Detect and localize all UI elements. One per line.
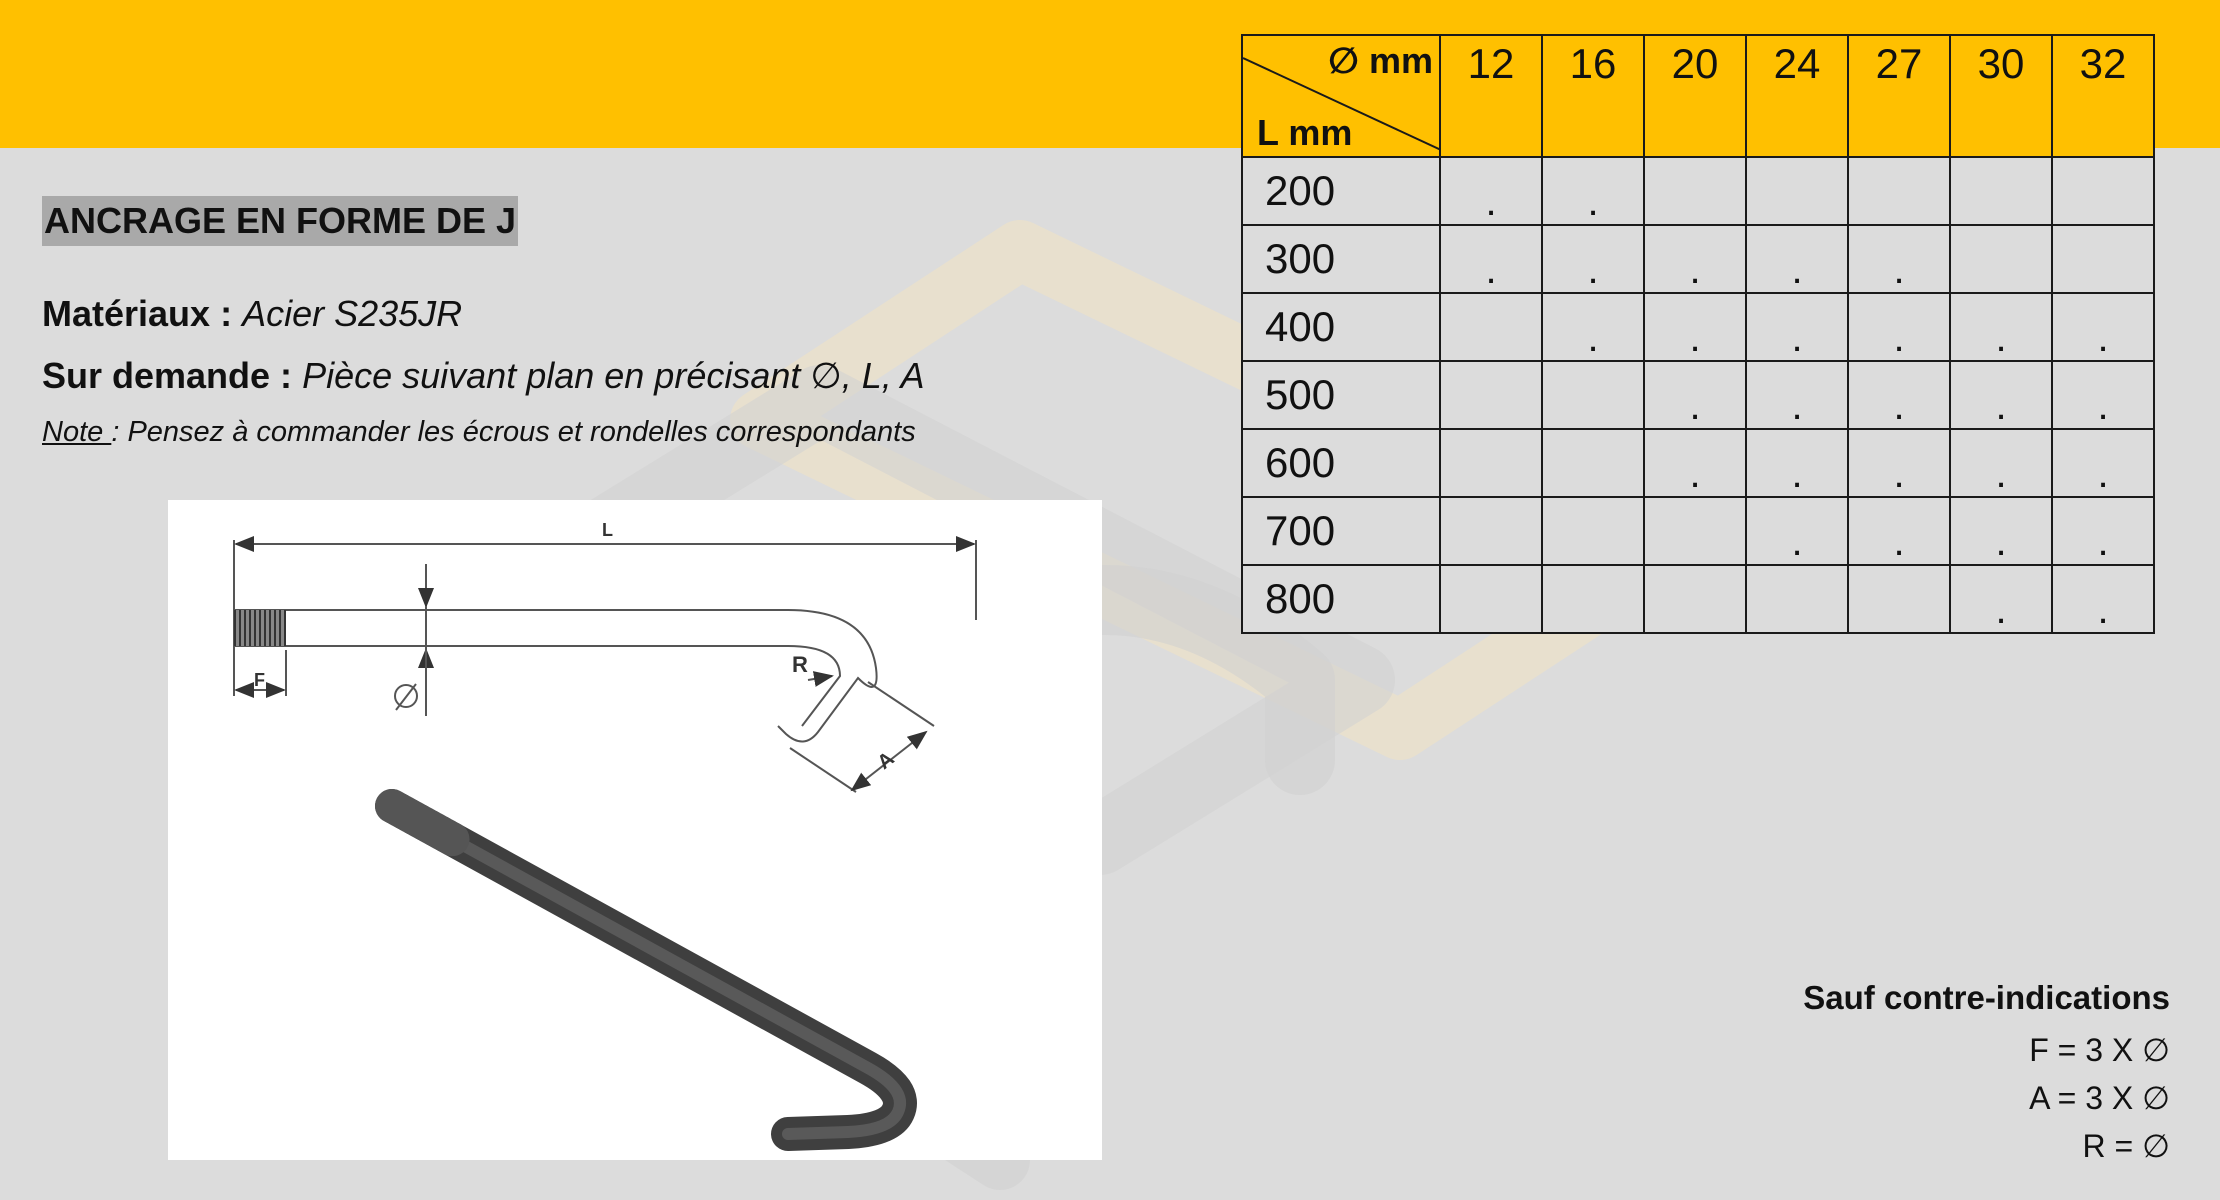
availability-mark: .	[1485, 180, 1497, 224]
materials-label: Matériaux :	[42, 293, 233, 334]
availability-mark: .	[1587, 248, 1599, 292]
table-row	[1242, 225, 2154, 293]
length-row-label: 800	[1242, 565, 1440, 633]
table-cell	[1644, 429, 1746, 497]
notes-heading: Sauf contre-indications	[1803, 979, 2170, 1016]
availability-mark: .	[1689, 384, 1701, 428]
availability-mark: .	[1791, 520, 1803, 564]
materials-line	[42, 292, 462, 336]
availability-mark: .	[1995, 384, 2007, 428]
dim-F-label: F	[254, 670, 265, 690]
technical-drawing	[168, 500, 1102, 1160]
availability-mark: .	[1791, 384, 1803, 428]
table-row	[1242, 157, 2154, 225]
availability-mark: .	[1995, 520, 2007, 564]
table-cell	[2052, 565, 2154, 633]
availability-mark: .	[1791, 316, 1803, 360]
table-cell	[1542, 293, 1644, 361]
table-cell	[1746, 565, 1848, 633]
on-demand-value: Pièce suivant plan en précisant ∅, L, A	[302, 355, 925, 396]
page-title: ANCRAGE EN FORME DE J	[42, 196, 518, 246]
table-cell	[1440, 361, 1542, 429]
length-row-label: 700	[1242, 497, 1440, 565]
table-cell	[1644, 497, 1746, 565]
note-label: Note	[42, 416, 112, 448]
availability-mark: .	[1995, 452, 2007, 496]
dim-A-label: A	[873, 747, 899, 774]
note-text: : Pensez à commander les écrous et rondelles correspondants	[111, 416, 916, 448]
availability-mark: .	[1893, 384, 1905, 428]
length-row-label: 300	[1242, 225, 1440, 293]
on-demand-line	[42, 354, 924, 398]
table-cell	[1950, 565, 2052, 633]
table-cell	[1644, 157, 1746, 225]
length-row-label: 600	[1242, 429, 1440, 497]
availability-mark: .	[1995, 316, 2007, 360]
table-cell	[2052, 361, 2154, 429]
table-cell	[1440, 429, 1542, 497]
length-row-label: 400	[1242, 293, 1440, 361]
availability-mark: .	[1587, 316, 1599, 360]
table-cell	[1848, 225, 1950, 293]
table-cell	[2052, 293, 2154, 361]
table-cell	[1542, 429, 1644, 497]
table-cell	[1542, 565, 1644, 633]
table-cell	[1542, 157, 1644, 225]
dim-R-label: R	[792, 652, 808, 677]
table-cell	[1848, 361, 1950, 429]
availability-mark: .	[1995, 588, 2007, 632]
dim-L-label: L	[602, 520, 613, 540]
table-cell	[1746, 225, 1848, 293]
table-cell	[1848, 497, 1950, 565]
table-cell	[1746, 497, 1848, 565]
table-cell	[1848, 429, 1950, 497]
table-row	[1242, 361, 2154, 429]
availability-mark: .	[1485, 248, 1497, 292]
availability-mark: .	[1689, 248, 1701, 292]
table-cell	[1542, 497, 1644, 565]
availability-mark: .	[1689, 452, 1701, 496]
availability-mark: .	[1893, 248, 1905, 292]
table-cell	[1950, 361, 2052, 429]
table-cell	[1644, 293, 1746, 361]
diameter-header: 24	[1746, 35, 1848, 157]
availability-mark: .	[1587, 180, 1599, 224]
note-A: A = 3 X ∅	[2029, 1080, 2170, 1116]
availability-mark: .	[1689, 316, 1701, 360]
table-row	[1242, 565, 2154, 633]
table-cell	[2052, 497, 2154, 565]
table-cell	[1644, 565, 1746, 633]
table-cell	[1440, 293, 1542, 361]
length-header-label: L mm	[1257, 112, 1353, 153]
on-demand-label: Sur demande :	[42, 355, 293, 396]
default-dimensions-notes	[1803, 970, 2170, 1170]
availability-mark: .	[1893, 520, 1905, 564]
availability-mark: .	[1893, 452, 1905, 496]
table-cell	[2052, 157, 2154, 225]
table-cell	[1440, 497, 1542, 565]
table-cell	[1848, 565, 1950, 633]
table-cell	[1440, 225, 1542, 293]
table-cell	[1950, 157, 2052, 225]
table-cell	[2052, 225, 2154, 293]
table-cell	[1746, 157, 1848, 225]
availability-table	[1241, 34, 2155, 634]
availability-mark: .	[2097, 452, 2109, 496]
availability-mark: .	[1791, 452, 1803, 496]
table-cell	[1848, 157, 1950, 225]
table-cell	[2052, 429, 2154, 497]
table-row	[1242, 497, 2154, 565]
table-cell	[1542, 225, 1644, 293]
table-corner-cell	[1242, 35, 1440, 157]
table-cell	[1746, 361, 1848, 429]
diameter-header: 30	[1950, 35, 2052, 157]
table-row	[1242, 293, 2154, 361]
diameter-header: 20	[1644, 35, 1746, 157]
table-cell	[1950, 429, 2052, 497]
table-cell	[1746, 429, 1848, 497]
diameter-header-label: ∅ mm	[1328, 40, 1433, 81]
table-cell	[1542, 361, 1644, 429]
table-header-row	[1242, 35, 2154, 157]
table-cell	[1644, 361, 1746, 429]
materials-value: Acier S235JR	[242, 293, 463, 334]
availability-mark: .	[2097, 520, 2109, 564]
table-cell	[1746, 293, 1848, 361]
table-cell	[1950, 293, 2052, 361]
availability-mark: .	[2097, 588, 2109, 632]
note-line	[42, 410, 916, 454]
table-row	[1242, 429, 2154, 497]
diameter-header: 12	[1440, 35, 1542, 157]
note-F: F = 3 X ∅	[2029, 1032, 2170, 1068]
table-cell	[1440, 565, 1542, 633]
table-cell	[1950, 497, 2052, 565]
availability-mark: .	[2097, 384, 2109, 428]
table-cell	[1440, 157, 1542, 225]
note-R: R = ∅	[2082, 1128, 2170, 1164]
diameter-header: 32	[2052, 35, 2154, 157]
availability-mark: .	[1791, 248, 1803, 292]
availability-mark: .	[1893, 316, 1905, 360]
table-cell	[1848, 293, 1950, 361]
availability-mark: .	[2097, 316, 2109, 360]
length-row-label: 200	[1242, 157, 1440, 225]
diameter-header: 16	[1542, 35, 1644, 157]
table-cell	[1644, 225, 1746, 293]
table-cell	[1950, 225, 2052, 293]
diameter-header: 27	[1848, 35, 1950, 157]
length-row-label: 500	[1242, 361, 1440, 429]
